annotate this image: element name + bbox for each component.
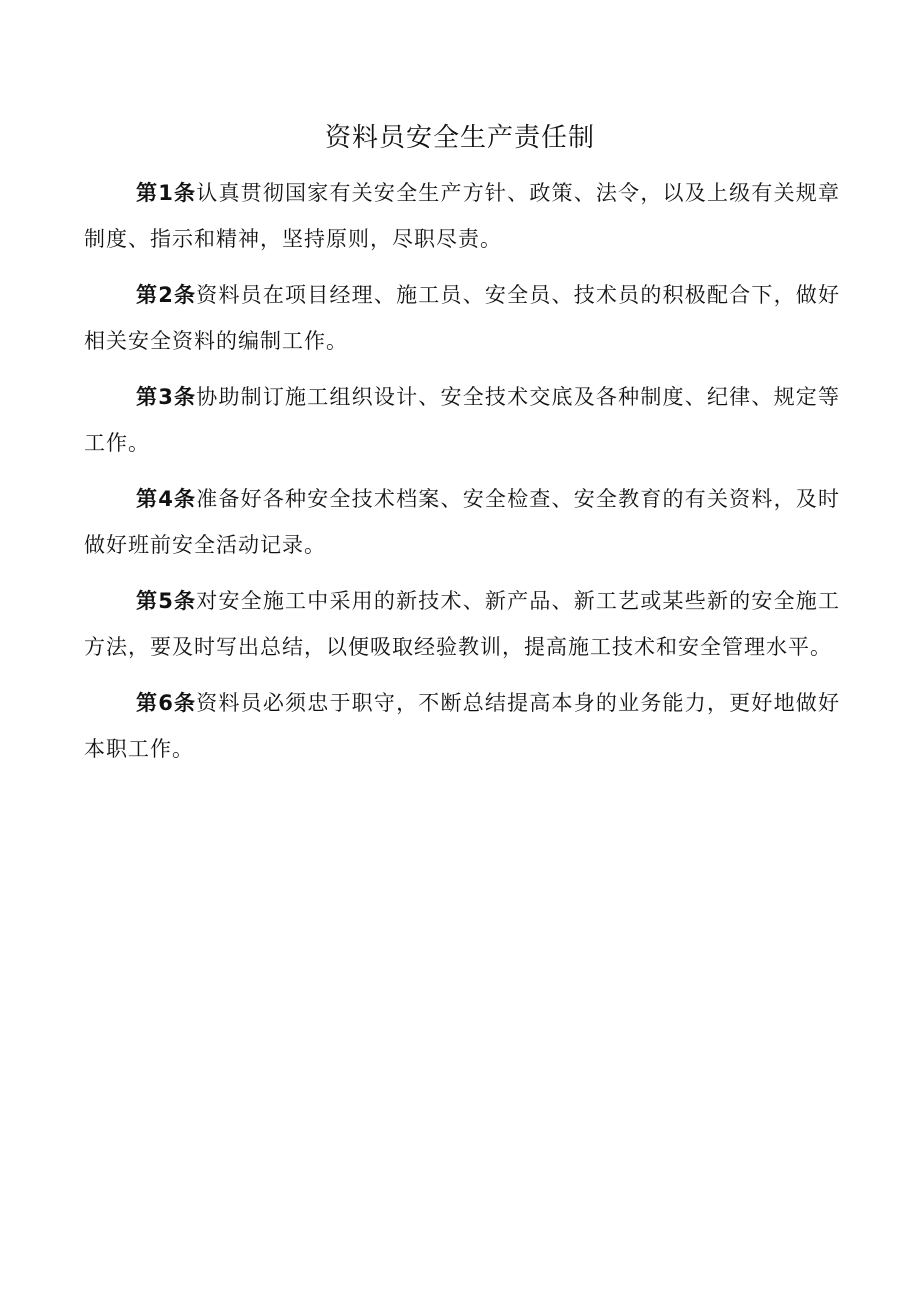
article-text: 准备好各种安全技术档案、安全检查、安全教育的有关资料，及时做好班前安全活动记录。: [84, 487, 840, 557]
article-text: 资料员必须忠于职守，不断总结提高本身的业务能力，更好地做好本职工作。: [84, 691, 840, 761]
article-number: 第3条: [136, 385, 197, 409]
article-list: [84, 170, 840, 782]
article-text: 对安全施工中采用的新技术、新产品、新工艺或某些新的安全施工方法，要及时写出总结，以便吸取经验教训，提高施工技术和安全管理水平。: [84, 589, 840, 659]
article-4: [84, 476, 840, 568]
article-6: [84, 680, 840, 772]
article-text: 协助制订施工组织设计、安全技术交底及各种制度、纪律、规定等工作。: [84, 385, 840, 455]
article-text: 资料员在项目经理、施工员、安全员、技术员的积极配合下，做好相关安全资料的编制工作。: [84, 283, 840, 353]
article-number: 第5条: [136, 589, 197, 613]
article-5: [84, 578, 840, 670]
article-number: 第4条: [136, 487, 197, 511]
article-text: 认真贯彻国家有关安全生产方针、政策、法令，以及上级有关规章制度、指示和精神，坚持原则，尽职尽责。: [84, 181, 840, 251]
article-2: [84, 272, 840, 364]
document-title: 资料员安全生产责任制: [324, 123, 595, 153]
article-number: 第2条: [136, 283, 197, 307]
article-3: [84, 374, 840, 466]
article-1: [84, 170, 840, 262]
article-number: 第1条: [136, 181, 197, 205]
article-number: 第6条: [136, 691, 197, 715]
